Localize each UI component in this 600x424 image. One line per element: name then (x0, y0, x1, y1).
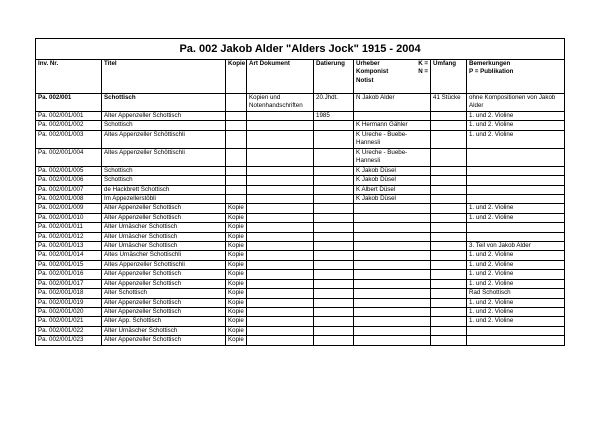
cell-umfang (431, 185, 467, 194)
summary-urheber: N Jakob Alder (354, 94, 431, 112)
cell-umfang (431, 317, 467, 326)
cell-bemerkungen: 1. und 2. Violine (467, 260, 565, 269)
cell-datierung (314, 121, 354, 130)
cell-datierung (314, 279, 354, 288)
cell-inv: Pa. 002/001/001 (36, 112, 102, 121)
cell-art (247, 326, 314, 335)
cell-kopie (226, 185, 247, 194)
cell-bemerkungen: 1. und 2. Violine (467, 307, 565, 316)
cell-umfang (431, 279, 467, 288)
table-row (36, 130, 565, 148)
table-row (36, 326, 565, 335)
cell-kopie: Kopie (226, 279, 247, 288)
cell-umfang (431, 204, 467, 213)
cell-bemerkungen: 1. und 2. Violine (467, 121, 565, 130)
cell-kopie: Kopie (226, 232, 247, 241)
cell-kopie (226, 112, 247, 121)
cell-datierung (314, 251, 354, 260)
cell-art (247, 251, 314, 260)
cell-urheber: K Jakob Düsel (354, 166, 431, 175)
cell-urheber (354, 279, 431, 288)
cell-umfang (431, 232, 467, 241)
cell-urheber (354, 289, 431, 298)
cell-art (247, 298, 314, 307)
cell-bemerkungen (467, 195, 565, 204)
cell-inv: Pa. 002/001/012 (36, 232, 102, 241)
cell-kopie: Kopie (226, 270, 247, 279)
cell-titel: Alter Urnäscher Schottisch (102, 326, 226, 335)
cell-art (247, 121, 314, 130)
cell-titel: Im Appezellerstöbli (102, 195, 226, 204)
cell-urheber (354, 204, 431, 213)
table-row (36, 195, 565, 204)
cell-kopie: Kopie (226, 242, 247, 251)
cell-titel: Alter Appenzeller Schottisch (102, 204, 226, 213)
cell-titel: Alter Appenzeller Schottisch (102, 279, 226, 288)
cell-umfang (431, 307, 467, 316)
cell-titel: Altes Appenzeller Schöttischli (102, 148, 226, 166)
header-umfang: Umfang (431, 60, 467, 94)
cell-art (247, 307, 314, 316)
header-urheber-line-1 (356, 60, 428, 68)
cell-art (247, 223, 314, 232)
cell-inv: Pa. 002/001/014 (36, 251, 102, 260)
cell-art (247, 336, 314, 345)
cell-inv: Pa. 002/001/016 (36, 270, 102, 279)
cell-inv: Pa. 002/001/023 (36, 336, 102, 345)
cell-titel: Alter Schottisch (102, 289, 226, 298)
header-inv: Inv. Nr. (36, 60, 102, 94)
cell-datierung (314, 298, 354, 307)
table-row (36, 251, 565, 260)
cell-kopie: Kopie (226, 307, 247, 316)
cell-art (247, 148, 314, 166)
cell-urheber (354, 298, 431, 307)
cell-kopie (226, 148, 247, 166)
header-bemerkungen-publikation: P = Publikation (469, 68, 514, 76)
cell-umfang (431, 213, 467, 222)
cell-urheber: K Ureche - Buebe- Hannesli (354, 148, 431, 166)
cell-kopie (226, 176, 247, 185)
cell-bemerkungen: 1. und 2. Violine (467, 213, 565, 222)
cell-datierung (314, 317, 354, 326)
cell-bemerkungen (467, 166, 565, 175)
cell-urheber (354, 307, 431, 316)
cell-umfang (431, 242, 467, 251)
cell-datierung (314, 232, 354, 241)
cell-datierung (314, 242, 354, 251)
cell-kopie (226, 121, 247, 130)
header-urheber-k: K = (418, 60, 428, 67)
header-bemerkungen-label: Bemerkungen (469, 60, 511, 67)
table-row (36, 223, 565, 232)
cell-titel: Schottisch (102, 176, 226, 185)
inventory-sheet (35, 38, 564, 346)
cell-bemerkungen (467, 232, 565, 241)
cell-art (247, 260, 314, 269)
cell-art (247, 317, 314, 326)
cell-art (247, 166, 314, 175)
cell-urheber (354, 336, 431, 345)
cell-kopie: Kopie (226, 223, 247, 232)
cell-titel: Altes Appenzeller Schöttischli (102, 130, 226, 148)
cell-art (247, 185, 314, 194)
cell-urheber (354, 270, 431, 279)
cell-umfang (431, 326, 467, 335)
summary-umfang: 41 Stücke (431, 94, 467, 112)
cell-umfang (431, 176, 467, 185)
table-row (36, 232, 565, 241)
cell-kopie: Kopie (226, 289, 247, 298)
cell-datierung (314, 270, 354, 279)
cell-datierung (314, 213, 354, 222)
cell-bemerkungen (467, 185, 565, 194)
cell-inv: Pa. 002/001/009 (36, 204, 102, 213)
cell-kopie: Kopie (226, 336, 247, 345)
table-row (36, 176, 565, 185)
cell-umfang (431, 260, 467, 269)
cell-bemerkungen: 1. und 2. Violine (467, 251, 565, 260)
cell-urheber: K Jakob Düsel (354, 195, 431, 204)
cell-titel: de Hackbrett Schottisch (102, 185, 226, 194)
cell-umfang (431, 336, 467, 345)
cell-bemerkungen: Rad Schottisch (467, 289, 565, 298)
cell-inv: Pa. 002/001/008 (36, 195, 102, 204)
summary-art: Kopien und Notenhandschriften (247, 94, 314, 112)
cell-urheber (354, 223, 431, 232)
cell-umfang (431, 130, 467, 148)
cell-bemerkungen (467, 326, 565, 335)
table-row (36, 204, 565, 213)
cell-urheber: K Ureche - Buebe- Hannesli (354, 130, 431, 148)
cell-datierung (314, 223, 354, 232)
header-urheber-notist: Notist (356, 76, 374, 84)
cell-urheber (354, 242, 431, 251)
cell-titel: Alter Appenzeller Schottisch (102, 112, 226, 121)
cell-umfang (431, 166, 467, 175)
summary-row (36, 94, 565, 112)
header-kopie: Kopie (226, 60, 247, 94)
cell-bemerkungen (467, 336, 565, 345)
header-art: Art Dokument (247, 60, 314, 94)
table-row (36, 336, 565, 345)
cell-umfang (431, 251, 467, 260)
page-title: Pa. 002 Jakob Alder "Alders Jock" 1915 - 2004 (36, 39, 565, 60)
summary-bemerkungen: ohne Kompositionen von Jakob Alder (467, 94, 565, 112)
cell-inv: Pa. 002/001/022 (36, 326, 102, 335)
cell-kopie: Kopie (226, 317, 247, 326)
title-row (36, 39, 565, 60)
cell-urheber (354, 326, 431, 335)
header-urheber-n: N = (418, 68, 428, 76)
cell-titel: Alter Urnäscher Schottisch (102, 223, 226, 232)
cell-titel: Alter Urnäscher Schottisch (102, 232, 226, 241)
header-urheber-label: Urheber (356, 60, 380, 67)
header-bemerkungen (467, 60, 565, 94)
cell-umfang (431, 270, 467, 279)
cell-umfang (431, 289, 467, 298)
cell-titel: Alter App. Schottisch (102, 317, 226, 326)
cell-bemerkungen (467, 148, 565, 166)
table-row (36, 289, 565, 298)
cell-urheber: K Hermann Gähler (354, 121, 431, 130)
cell-bemerkungen: 1. und 2. Violine (467, 270, 565, 279)
cell-titel: Schottisch (102, 121, 226, 130)
cell-kopie: Kopie (226, 251, 247, 260)
cell-inv: Pa. 002/001/005 (36, 166, 102, 175)
cell-bemerkungen: 1. und 2. Violine (467, 279, 565, 288)
cell-urheber (354, 260, 431, 269)
cell-art (247, 279, 314, 288)
cell-kopie: Kopie (226, 204, 247, 213)
cell-urheber (354, 317, 431, 326)
cell-inv: Pa. 002/001/007 (36, 185, 102, 194)
header-datierung: Datierung (314, 60, 354, 94)
cell-inv: Pa. 002/001/021 (36, 317, 102, 326)
cell-kopie (226, 166, 247, 175)
cell-titel: Alter Appenzeller Schottisch (102, 336, 226, 345)
cell-datierung (314, 336, 354, 345)
cell-inv: Pa. 002/001/013 (36, 242, 102, 251)
cell-inv: Pa. 002/001/019 (36, 298, 102, 307)
cell-datierung: 1985 (314, 112, 354, 121)
cell-bemerkungen: 1. und 2. Violine (467, 298, 565, 307)
cell-bemerkungen: 1. und 2. Violine (467, 130, 565, 148)
cell-titel: Alter Appenzeller Schottisch (102, 270, 226, 279)
table-row (36, 307, 565, 316)
cell-inv: Pa. 002/001/003 (36, 130, 102, 148)
cell-art (247, 232, 314, 241)
cell-inv: Pa. 002/001/011 (36, 223, 102, 232)
cell-kopie: Kopie (226, 326, 247, 335)
cell-bemerkungen (467, 223, 565, 232)
cell-umfang (431, 112, 467, 121)
table-row (36, 317, 565, 326)
cell-datierung (314, 204, 354, 213)
table-row (36, 148, 565, 166)
header-row (36, 60, 565, 94)
cell-datierung (314, 289, 354, 298)
cell-kopie: Kopie (226, 260, 247, 269)
table-row (36, 121, 565, 130)
cell-kopie: Kopie (226, 298, 247, 307)
table-row (36, 242, 565, 251)
summary-kopie (226, 94, 247, 112)
cell-datierung (314, 176, 354, 185)
cell-inv: Pa. 002/001/002 (36, 121, 102, 130)
cell-datierung (314, 130, 354, 148)
cell-datierung (314, 307, 354, 316)
cell-bemerkungen (467, 176, 565, 185)
cell-art (247, 289, 314, 298)
cell-urheber: K Jakob Düsel (354, 176, 431, 185)
cell-urheber (354, 251, 431, 260)
summary-inv: Pa. 002/001 (36, 94, 102, 112)
cell-datierung (314, 148, 354, 166)
cell-art (247, 270, 314, 279)
cell-datierung (314, 185, 354, 194)
cell-titel: Alter Appenzeller Schottisch (102, 213, 226, 222)
cell-art (247, 130, 314, 148)
cell-art (247, 195, 314, 204)
cell-inv: Pa. 002/001/006 (36, 176, 102, 185)
cell-datierung (314, 166, 354, 175)
summary-datierung: 20.Jhdt. (314, 94, 354, 112)
header-titel: Titel (102, 60, 226, 94)
cell-umfang (431, 223, 467, 232)
table-row (36, 185, 565, 194)
cell-titel: Altes Appenzeller Schottischli (102, 260, 226, 269)
cell-urheber: K Albert Düsel (354, 185, 431, 194)
cell-inv: Pa. 002/001/010 (36, 213, 102, 222)
cell-umfang (431, 298, 467, 307)
cell-bemerkungen: 1. und 2. Violine (467, 317, 565, 326)
cell-umfang (431, 195, 467, 204)
table-row (36, 279, 565, 288)
inventory-table (35, 38, 565, 346)
cell-titel: Schottisch (102, 166, 226, 175)
header-urheber (354, 60, 431, 94)
cell-datierung (314, 260, 354, 269)
cell-datierung (314, 195, 354, 204)
cell-kopie: Kopie (226, 213, 247, 222)
table-row (36, 260, 565, 269)
summary-titel: Schottisch (102, 94, 226, 112)
cell-inv: Pa. 002/001/004 (36, 148, 102, 166)
cell-art (247, 242, 314, 251)
cell-bemerkungen: 3. Teil von Jakob Alder (467, 242, 565, 251)
cell-urheber (354, 232, 431, 241)
table-row (36, 166, 565, 175)
cell-titel: Alter Appenzeller Schottisch (102, 307, 226, 316)
cell-inv: Pa. 002/001/018 (36, 289, 102, 298)
cell-inv: Pa. 002/001/017 (36, 279, 102, 288)
table-row (36, 112, 565, 121)
header-urheber-komponist: Komponist (356, 68, 389, 76)
cell-inv: Pa. 002/001/015 (36, 260, 102, 269)
header-urheber-line-2 (356, 68, 428, 76)
cell-urheber (354, 213, 431, 222)
cell-kopie (226, 130, 247, 148)
cell-bemerkungen: 1. und 2. Violine (467, 204, 565, 213)
cell-umfang (431, 121, 467, 130)
cell-urheber (354, 112, 431, 121)
cell-umfang (431, 148, 467, 166)
cell-titel: Alter Urnäscher Schottisch (102, 242, 226, 251)
cell-art (247, 176, 314, 185)
cell-art (247, 112, 314, 121)
cell-art (247, 213, 314, 222)
table-row (36, 213, 565, 222)
cell-art (247, 204, 314, 213)
cell-datierung (314, 326, 354, 335)
cell-bemerkungen: 1. und 2. Violine (467, 112, 565, 121)
cell-kopie (226, 195, 247, 204)
cell-titel: Alter Appenzeller Schottisch (102, 298, 226, 307)
cell-inv: Pa. 002/001/020 (36, 307, 102, 316)
cell-titel: Altes Urnäscher Schottischli (102, 251, 226, 260)
table-row (36, 298, 565, 307)
table-row (36, 270, 565, 279)
